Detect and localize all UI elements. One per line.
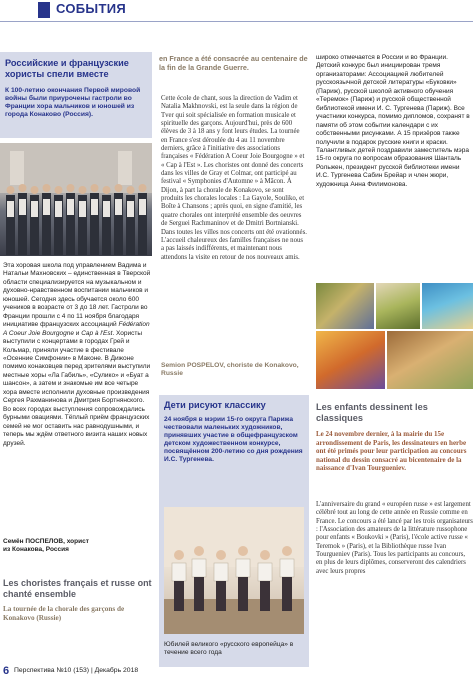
article-body-fr: Cette école de chant, sous la direction de Vadim et Natalia Makhnovski, est la seule dans la région de Tver qui soit spécialisée en formation musicale et spirituelle des garçons. Aujourd'hui, près de 600 élèves de 3 à 18 ans y font leurs études. La tournée en France s'est déroulée du 4 au 11 novembre derniers, grâce à l'initiative des associations françaises « Fédération A Coeur Joie Bourgogne » et « Cap à l'Est ». Les choristes ont donné des concerts dans les villes de Gray et Colmar, ont participé au festival « Symphonies d'Automne » à Mâcon. À Dijon, à part la chorale de Konakovo, se sont produits les chorales locales : La Gayole, Souliko, et Boîte à Chansons ; après quoi, en signe d'amitié, les quatre chorales ont interprété ensemble des oeuvres de Serguei Rachmaninov et de Dmitri Bortnianski. Dans toutes les villes nos concerts ont été ovationnés. L'accueil chaleureux des familles françaises ne nous a pas laissés indifférents, et maintenant nous attendons la visite en retour de nos nouveaux amis. — [161, 95, 307, 261]
article-title-fr-2: Les enfants dessinent les classiques — [316, 402, 428, 423]
box-title-ru: Дети рисуют классику — [164, 400, 266, 410]
child-drawing-5 — [387, 331, 473, 389]
article-body-ru: Эта хоровая школа под управлением Вадима и Натальи Махновских – единственная в Тверской области специализируется на музыкальном и духовно-нравственном воспитании мальчиков и юношей. Сегодня здесь обучается около 600 учеников в возрасте от 3 до 18 лет. Гастроли во Франции прошли с 4 по 11 ноября благодаря инициативе французских ассоциаций Fédération A Coeur Joie Bourgogne и Cap à l'Est. Хористы выступили с концертами в городах Грей и Кольмар, приняли участие в фестивале «Осенние Симфонии» в Маконе. В Дижоне помимо конаковцев перед зрителями выступили местные хоры «Ла Габиль», «Сулико» и «Буат а шансон», а затем и знакомые им все четыре хора вместе исполнили духовные произведения Сергея Рахманинова и Дмитрия Бортнянского. Во всех городах выступления сопровождались бурными овациями. Тёплый приём французских семей не мог оставить нас равнодушными, и теперь мы ждём ответного визита наших новых друзей. — [3, 262, 151, 447]
header-accent-bar — [38, 2, 50, 18]
section-header — [0, 0, 473, 22]
article-body-ru-continued: широко отмечается в России и во Франции. Детский конкурс был инициирован тремя организаторами: Ассоциацией любителей русскоязычной детской литературы «Буковки» (Париж), русской школой активного обучения «Теремок» (Париж) и русской общественной библиотекой имени И. С. Тургенева (Париж). Все участники конкурса, помимо дипломов, сохранят в памяти об этом событии календари с их собственными рисунками. А 15 призёров также получили в подарок русские книги и краски. Талантливых детей поздравили заместитель мэра 15-го округа по вопросам образования Шанталь Рольжен, президент русской библиотеки имени И.С. Тургенева Сабин Брейар и член жюри, художница Анна Филимонова. — [316, 54, 470, 188]
article-title-fr: Les choristes français et russe ont chanté ensemble — [3, 578, 152, 599]
box-lead-ru: 24 ноября в мэрии 15-го округа Парижа чествовали маленьких художников, принявших участие в общефранцузском детском художественном конкурсе, посвящённом 200-летию со дня рождения И.С. Тургенева. — [164, 416, 303, 464]
choir-photo-illustration — [0, 143, 152, 256]
page-footer — [0, 664, 473, 679]
child-drawing-2 — [376, 283, 420, 329]
article-intro-fr: en France a été consacrée au centenaire de la fin de la Grande Guerre. — [159, 54, 308, 72]
article-body-fr-2: L'anniversaire du grand « européen russe » est largement célébré tout au long de cette année en Russie comme en France. Le concours a été lancé par les trois organisateurs : l'Association des amateurs de la littérature russophone pour enfants « Boukovki » (Paris), l'école active russe « Teremok » (Paris), et la Bibliothèque russe Ivan Tourgueniev (Paris). Tous les participants au concours, en plus de leurs diplômes, conserveront des calendriers avec leurs propres — [316, 501, 473, 575]
article-lead-box-ru — [0, 52, 152, 138]
article-lead-ru: К 100-летию окончания Первой мировой войны были приурочены гастроли во Франции хора мальчиков и юношей из города Конаково (Россия). — [5, 87, 141, 119]
child-drawing-3 — [422, 283, 473, 329]
box-caption-ru: Юбилей великого «русского европейца» в течение всего года — [164, 641, 294, 657]
child-drawing-1 — [316, 283, 374, 329]
child-drawing-4 — [316, 331, 385, 389]
article-signature-ru: Семён ПОСПЕЛОВ, хорист из Конакова, Россия — [3, 538, 89, 554]
choir-photo — [0, 143, 152, 256]
section-title: СОБЫТИЯ — [56, 1, 126, 16]
article-signature-fr: Semion POSPELOV, choriste de Konakovo, Russie — [161, 362, 299, 378]
article-subtitle-fr: La tournée de la chorale des garçons de Konakovo (Russie) — [3, 605, 125, 622]
article-title-ru: Российские и французские хористы спели вместе — [5, 58, 129, 79]
article-lead-fr-2: Le 24 novembre dernier, à la mairie du 15e arrondissement de Paris, les dessinateurs en herbe ont été primés pour leur participation au concours national du dessin consacré au bicentenaire de la naissance d'Ivan Tourgueniev. — [316, 430, 467, 473]
children-photo — [164, 507, 304, 634]
issue-info: Перспектива №10 (153) | Декабрь 2018 — [14, 667, 139, 674]
children-photo-illustration — [164, 507, 304, 634]
article-box-drawings-ru — [159, 395, 309, 667]
page-number: 6 — [3, 665, 10, 677]
